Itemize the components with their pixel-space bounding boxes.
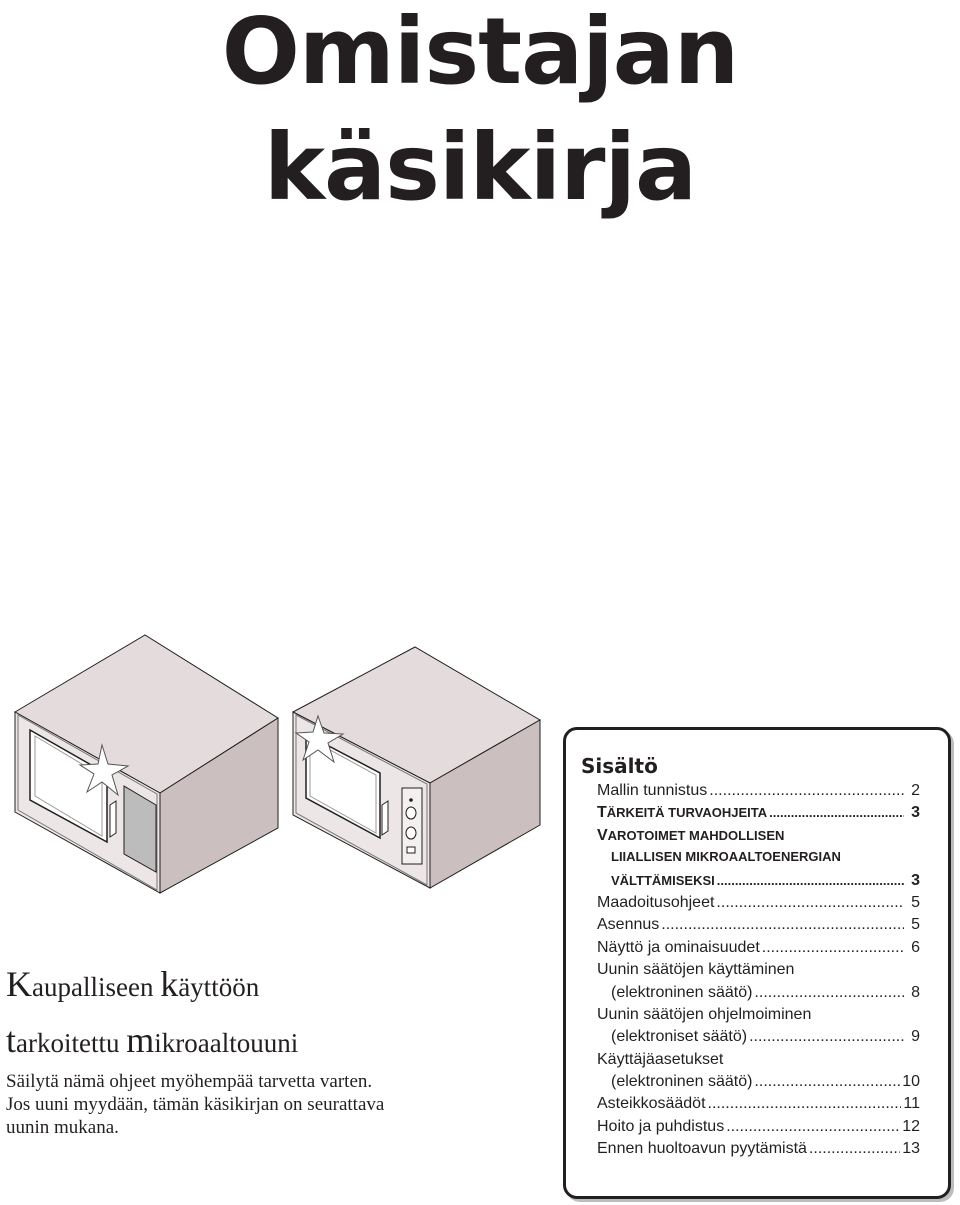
toc-entry[interactable]: Näyttö ja ominaisuudet ..... 6: [597, 939, 920, 961]
toc-title: Sisältö: [581, 754, 658, 778]
toc-entry[interactable]: Asteikkosäädöt ..... 11: [597, 1095, 920, 1117]
toc-entry[interactable]: Asennus ..... 5: [597, 916, 920, 938]
toc-entry[interactable]: Uunin säätöjen käyttäminen: [597, 961, 795, 979]
toc-entry-continuation[interactable]: LIIALLISEN MIKROAALTOENERGIAN: [611, 849, 841, 865]
oven-left-illustration: [15, 635, 278, 893]
microwave-ovens-illustration: [10, 630, 555, 900]
title-line-1: Omistajan: [221, 0, 739, 105]
toc-entry[interactable]: Mallin tunnistus ..... 2: [597, 782, 920, 804]
toc-entry[interactable]: T ÄRKEITÄ TURVAOHJEITA ..... 3: [597, 804, 920, 826]
toc-entry[interactable]: Maadoitusohjeet ..... 5: [597, 894, 920, 916]
toc-list: [597, 782, 920, 1163]
toc-entry[interactable]: Ennen huoltoavun pyytämistä ..... 13: [597, 1140, 920, 1162]
toc-entry-continuation[interactable]: (elektroninen säätö) ..... 10: [597, 1073, 920, 1095]
table-of-contents: [563, 727, 951, 1199]
toc-entry[interactable]: Uunin säätöjen ohjelmoiminen: [597, 1005, 812, 1023]
subtitle-line-2: tarkoitettu mikroaaltouuni: [6, 1020, 299, 1060]
toc-entry-continuation[interactable]: VÄLTTÄMISEKSI ..... 3: [597, 872, 920, 894]
oven-right-illustration: [293, 647, 540, 888]
toc-entry[interactable]: Hoito ja puhdistus ..... 12: [597, 1118, 920, 1140]
toc-entry-continuation[interactable]: (elektroninen säätö) ..... 8: [597, 984, 920, 1006]
subtitle-line-1: Kaupalliseen käyttöön: [6, 964, 260, 1004]
toc-entry-continuation[interactable]: (elektroniset säätö) ..... 9: [597, 1028, 920, 1050]
toc-entry[interactable]: V AROTOIMET MAHDOLLISEN: [597, 826, 785, 844]
title-line-2: käsikirja: [263, 114, 697, 221]
toc-entry[interactable]: Käyttäjäasetukset: [597, 1050, 724, 1068]
keep-manual-note: Säilytä nämä ohjeet myöhempää tarvetta varten. Jos uuni myydään, tämän käsikirjan on seurattava uunin mukana.: [6, 1071, 385, 1138]
